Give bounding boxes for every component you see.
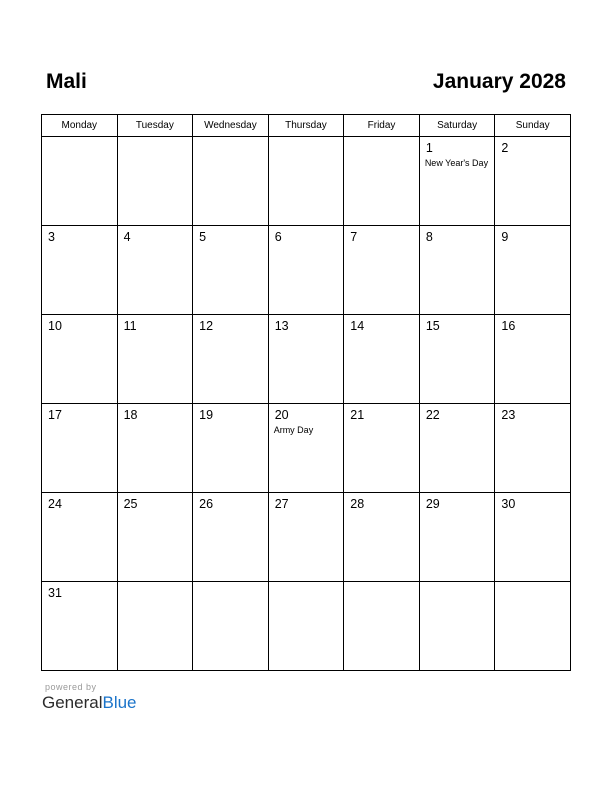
weekday-header: Sunday: [495, 115, 571, 137]
day-cell: [42, 137, 118, 226]
day-cell: [419, 315, 495, 404]
day-cell: [193, 315, 269, 404]
week-row: [42, 315, 571, 404]
week-row: [42, 137, 571, 226]
day-number: 17: [48, 408, 62, 422]
day-cell: [419, 404, 495, 493]
day-cell: [495, 315, 571, 404]
day-number: 26: [199, 497, 214, 511]
day-cell: [268, 226, 344, 315]
day-number: 28: [350, 497, 365, 511]
day-number: 15: [425, 319, 440, 333]
day-cell: [42, 493, 118, 582]
day-cell: [419, 493, 495, 582]
day-number: 25: [123, 497, 138, 511]
day-cell: [344, 137, 420, 226]
day-number: 27: [274, 497, 289, 511]
holiday-label: New Year's Day: [424, 158, 489, 168]
day-cell: [193, 137, 269, 226]
day-number: 23: [501, 408, 516, 422]
day-number: 13: [274, 319, 289, 333]
day-number: 22: [425, 408, 440, 422]
day-number: 2: [501, 141, 509, 155]
day-cell: [117, 137, 193, 226]
day-number: 24: [48, 497, 62, 511]
day-cell: [495, 226, 571, 315]
day-cell: [193, 493, 269, 582]
logo-general: General: [42, 693, 103, 712]
day-cell: [193, 404, 269, 493]
day-cell: [344, 226, 420, 315]
weekday-header: Friday: [344, 115, 420, 137]
day-number: 18: [123, 408, 138, 422]
day-number: 12: [199, 319, 214, 333]
generalblue-logo[interactable]: [42, 693, 137, 713]
day-cell: [117, 315, 193, 404]
week-row: [42, 582, 571, 671]
day-cell: [117, 582, 193, 671]
day-cell: [268, 493, 344, 582]
day-number: 5: [199, 230, 207, 244]
day-number: 20: [274, 408, 289, 422]
day-number: 10: [48, 319, 62, 333]
day-cell: [495, 404, 571, 493]
day-cell: [419, 137, 495, 226]
day-cell: [268, 582, 344, 671]
day-cell: [117, 404, 193, 493]
week-row: [42, 404, 571, 493]
day-number: 8: [425, 230, 433, 244]
day-cell: [117, 493, 193, 582]
day-number: 7: [350, 230, 358, 244]
day-number: 16: [501, 319, 516, 333]
day-cell: [419, 582, 495, 671]
day-cell: [495, 493, 571, 582]
day-cell: [344, 493, 420, 582]
weekday-header: Monday: [42, 115, 118, 137]
day-number: 30: [501, 497, 516, 511]
day-cell: [268, 137, 344, 226]
weekday-header: Tuesday: [117, 115, 193, 137]
day-cell: [42, 226, 118, 315]
day-number: 31: [48, 586, 62, 600]
day-cell: [42, 404, 118, 493]
day-number: 19: [199, 408, 214, 422]
day-number: 11: [123, 319, 137, 333]
day-cell: [193, 582, 269, 671]
day-cell: [42, 582, 118, 671]
day-cell: [193, 226, 269, 315]
day-number: 21: [350, 408, 365, 422]
calendar-grid: [41, 114, 571, 671]
day-number: 29: [425, 497, 440, 511]
week-row: [42, 226, 571, 315]
day-cell: [268, 315, 344, 404]
day-cell: [419, 226, 495, 315]
day-cell: [268, 404, 344, 493]
weekday-header: Wednesday: [193, 115, 269, 137]
month-title: January 2028: [432, 70, 566, 93]
weekday-header: Saturday: [419, 115, 495, 137]
day-cell: [495, 582, 571, 671]
day-number: 3: [48, 230, 55, 244]
powered-by-text: powered by: [45, 682, 97, 692]
day-cell: [344, 582, 420, 671]
weekday-header-row: [42, 115, 571, 137]
day-number: 4: [123, 230, 131, 244]
day-cell: [344, 315, 420, 404]
day-number: 6: [274, 230, 282, 244]
day-number: 14: [350, 319, 365, 333]
week-row: [42, 493, 571, 582]
holiday-label: Army Day: [273, 425, 314, 435]
day-cell: [42, 315, 118, 404]
country-title: Mali: [46, 70, 87, 93]
day-cell: [117, 226, 193, 315]
logo-blue: Blue: [102, 693, 137, 712]
weekday-header: Thursday: [268, 115, 344, 137]
day-cell: [344, 404, 420, 493]
day-number: 9: [501, 230, 509, 244]
day-number: 1: [425, 141, 433, 155]
day-cell: [495, 137, 571, 226]
